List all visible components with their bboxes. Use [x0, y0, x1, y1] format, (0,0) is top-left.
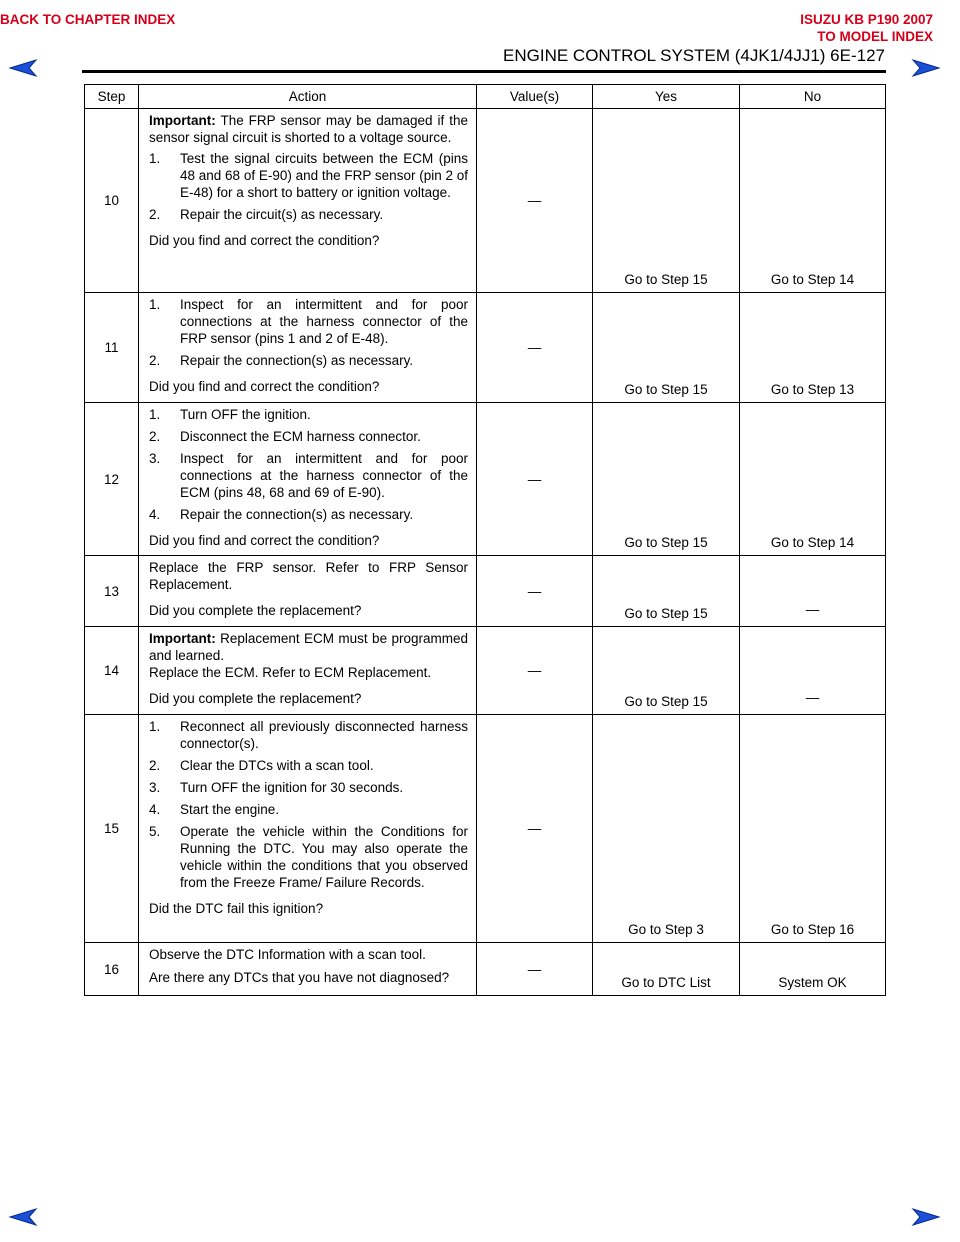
list-item	[149, 206, 468, 223]
value-cell: —	[477, 943, 593, 996]
yes-cell: Go to Step 15	[593, 293, 740, 403]
item-number: 1.	[149, 719, 161, 734]
no-cell: System OK	[740, 943, 886, 996]
action-cell	[139, 403, 477, 556]
item-text: Inspect for an intermittent and for poor connections at the harness connector of the FRP sensor (pins 1 and 2 of E-48).	[180, 297, 468, 346]
no-cell: Go to Step 14	[740, 109, 886, 293]
list-item	[149, 506, 468, 523]
item-text: Clear the DTCs with a scan tool.	[180, 758, 374, 773]
item-number: 2.	[149, 429, 161, 444]
item-number: 1.	[149, 297, 161, 312]
action-cell	[139, 293, 477, 403]
value-cell: —	[477, 403, 593, 556]
item-number: 3.	[149, 451, 161, 466]
table-row	[85, 109, 886, 293]
step-number: 15	[85, 715, 139, 943]
step-number: 10	[85, 109, 139, 293]
list-item	[149, 779, 468, 796]
diagnostic-table	[84, 84, 886, 996]
header-values: Value(s)	[477, 85, 593, 109]
header-divider	[82, 70, 886, 73]
yes-cell: Go to Step 15	[593, 403, 740, 556]
list-item	[149, 801, 468, 818]
no-cell: Go to Step 14	[740, 403, 886, 556]
header-step: Step	[85, 85, 139, 109]
item-text: Disconnect the ECM harness connector.	[180, 429, 421, 444]
list-item	[149, 428, 468, 445]
item-text: Repair the connection(s) as necessary.	[180, 507, 414, 522]
step-number: 12	[85, 403, 139, 556]
table-header-row	[85, 85, 886, 109]
no-cell: —	[740, 627, 886, 715]
yes-cell: Go to Step 15	[593, 556, 740, 627]
important-label: Important:	[149, 113, 216, 128]
step-number: 13	[85, 556, 139, 627]
arrow-right-icon[interactable]	[911, 1207, 941, 1227]
question: Did you complete the replacement?	[149, 603, 362, 618]
list-item	[149, 757, 468, 774]
list-item	[149, 823, 468, 891]
important-note	[149, 630, 468, 664]
item-number: 1.	[149, 151, 161, 166]
arrow-left-icon[interactable]	[8, 1207, 38, 1227]
item-text: Repair the circuit(s) as necessary.	[180, 207, 384, 222]
question: Did you complete the replacement?	[149, 691, 362, 706]
list-item	[149, 150, 468, 201]
important-text: The FRP sensor may be damaged if the sensor signal circuit is shorted to a voltage source.	[149, 113, 468, 145]
action-list	[149, 406, 468, 523]
table-row	[85, 715, 886, 943]
no-cell: Go to Step 16	[740, 715, 886, 943]
value-cell: —	[477, 293, 593, 403]
question: Are there any DTCs that you have not diagnosed?	[149, 970, 450, 985]
important-note	[149, 112, 468, 146]
step-number: 16	[85, 943, 139, 996]
action-cell	[139, 109, 477, 293]
action-cell	[139, 715, 477, 943]
value-cell: —	[477, 715, 593, 943]
value-cell: —	[477, 556, 593, 627]
item-text: Test the signal circuits between the ECM (pins 48 and 68 of E-90) and the FRP sensor (pin 2 of E-48) for a short to battery or ignition voltage.	[180, 151, 468, 200]
no-cell: —	[740, 556, 886, 627]
item-text: Operate the vehicle within the Conditions for Running the DTC. You may also operate the vehicle within the conditions that you observed from the Freeze Frame/ Failure Records.	[180, 824, 468, 890]
table-row	[85, 556, 886, 627]
action-text: Replace the FRP sensor. Refer to FRP Sensor Replacement.	[149, 560, 468, 592]
item-number: 3.	[149, 780, 161, 795]
action-text: Replace the ECM. Refer to ECM Replacement.	[149, 665, 432, 680]
action-list	[149, 718, 468, 891]
header-no: No	[740, 85, 886, 109]
table-row	[85, 627, 886, 715]
to-model-index-link[interactable]: TO MODEL INDEX	[817, 29, 933, 44]
action-cell	[139, 556, 477, 627]
table-row	[85, 403, 886, 556]
step-number: 11	[85, 293, 139, 403]
item-number: 2.	[149, 207, 161, 222]
yes-cell: Go to Step 15	[593, 627, 740, 715]
item-text: Repair the connection(s) as necessary.	[180, 353, 414, 368]
table-row	[85, 293, 886, 403]
arrow-left-icon[interactable]	[8, 58, 38, 78]
list-item	[149, 450, 468, 501]
item-text: Inspect for an intermittent and for poor connections at the harness connector of the ECM (pins 48, 68 and 69 of E-90).	[180, 451, 468, 500]
header-action: Action	[139, 85, 477, 109]
item-text: Turn OFF the ignition.	[180, 407, 311, 422]
page-title: ENGINE CONTROL SYSTEM (4JK1/4JJ1) 6E-127	[503, 46, 885, 65]
question: Did you find and correct the condition?	[149, 233, 380, 248]
yes-cell: Go to Step 3	[593, 715, 740, 943]
item-number: 1.	[149, 407, 161, 422]
action-cell	[139, 943, 477, 996]
list-item	[149, 718, 468, 752]
value-cell: —	[477, 109, 593, 293]
model-title-link[interactable]: ISUZU KB P190 2007	[800, 12, 933, 27]
item-number: 2.	[149, 353, 161, 368]
item-text: Reconnect all previously disconnected harness connector(s).	[180, 719, 468, 751]
question: Did the DTC fail this ignition?	[149, 901, 324, 916]
table-row	[85, 943, 886, 996]
list-item	[149, 296, 468, 347]
yes-cell: Go to Step 15	[593, 109, 740, 293]
item-number: 5.	[149, 824, 161, 839]
back-to-chapter-index-link[interactable]: BACK TO CHAPTER INDEX	[0, 12, 176, 27]
arrow-right-icon[interactable]	[911, 58, 941, 78]
question: Did you find and correct the condition?	[149, 533, 380, 548]
yes-cell: Go to DTC List	[593, 943, 740, 996]
list-item	[149, 406, 468, 423]
step-number: 14	[85, 627, 139, 715]
action-list	[149, 296, 468, 369]
question: Did you find and correct the condition?	[149, 379, 380, 394]
header-yes: Yes	[593, 85, 740, 109]
item-number: 4.	[149, 802, 161, 817]
action-text: Observe the DTC Information with a scan tool.	[149, 947, 426, 962]
item-number: 2.	[149, 758, 161, 773]
list-item	[149, 352, 468, 369]
important-label: Important:	[149, 631, 216, 646]
no-cell: Go to Step 13	[740, 293, 886, 403]
item-text: Start the engine.	[180, 802, 280, 817]
item-number: 4.	[149, 507, 161, 522]
action-list	[149, 150, 468, 223]
important-text: Replacement ECM must be programmed and learned.	[149, 631, 468, 663]
action-cell	[139, 627, 477, 715]
item-text: Turn OFF the ignition for 30 seconds.	[180, 780, 404, 795]
value-cell: —	[477, 627, 593, 715]
